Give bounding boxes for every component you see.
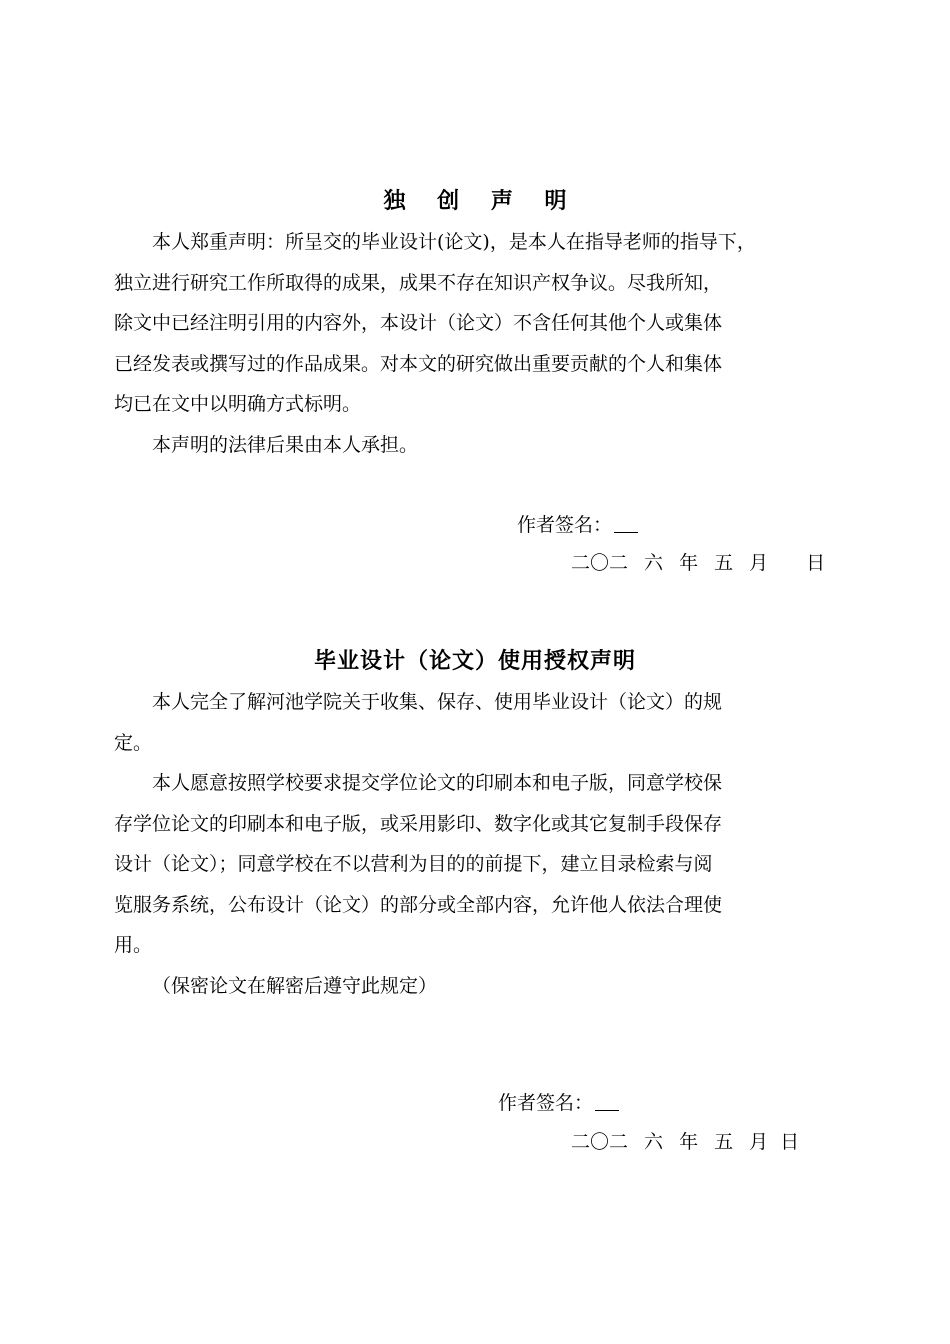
paragraph-line: 本人愿意按照学校要求提交学位论文的印刷本和电子版，同意学校保 [152, 772, 723, 794]
paragraph-line: 本人郑重声明：所呈交的毕业设计(论文)，是本人在指导老师的指导下， [152, 231, 756, 253]
author-signature-line [498, 1088, 619, 1115]
author-signature-line [517, 510, 638, 537]
paragraph-line: 已经发表或撰写过的作品成果。对本文的研究做出重要贡献的个人和集体 [114, 352, 723, 375]
paragraph-line: 定。 [114, 731, 153, 754]
authorization-statement-title: 毕业设计（论文）使用授权声明 [313, 649, 636, 674]
paragraph-line: （保密论文在解密后遵守此规定） [152, 974, 438, 997]
date-day: 日 [806, 552, 826, 574]
paragraph-line: 览服务系统，公布设计（论文）的部分或全部内容，允许他人依法合理使 [114, 893, 723, 916]
authorization-statement-body [114, 682, 834, 1006]
paragraph-line: 本声明的法律后果由本人承担。 [152, 433, 419, 456]
date-day: 日 [780, 1131, 800, 1153]
originality-statement-body [114, 222, 834, 465]
paragraph-line: 用。 [114, 934, 153, 956]
paragraph-line: 均已在文中以明确方式标明。 [114, 393, 362, 415]
paragraph-line: 存学位论文的印刷本和电子版，或采用影印、数字化或其它复制手段保存 [114, 812, 723, 835]
paragraph-line: 本人完全了解河池学院关于收集、保存、使用毕业设计（论文）的规 [152, 691, 723, 713]
date-text: 二〇二 六 年 五 月 [571, 1131, 769, 1153]
signature-blank[interactable] [614, 514, 638, 533]
signature-blank[interactable] [595, 1092, 619, 1111]
date-text: 二〇二 六 年 五 月 [571, 552, 769, 574]
signature-date [571, 1127, 799, 1154]
paragraph-line: 设计（论文）；同意学校在不以营利为目的的前提下，建立目录检索与阅 [114, 853, 713, 875]
paragraph-line: 独立进行研究工作所取得的成果，成果不存在知识产权争议。尽我所知， [114, 271, 723, 294]
originality-statement-title: 独 创 声 明 [383, 189, 579, 214]
signature-date [571, 548, 825, 575]
paragraph-line: 除文中已经注明引用的内容外，本设计（论文）不含任何其他个人或集体 [114, 312, 723, 334]
signature-label: 作者签名： [517, 514, 613, 536]
signature-label: 作者签名： [498, 1092, 594, 1114]
